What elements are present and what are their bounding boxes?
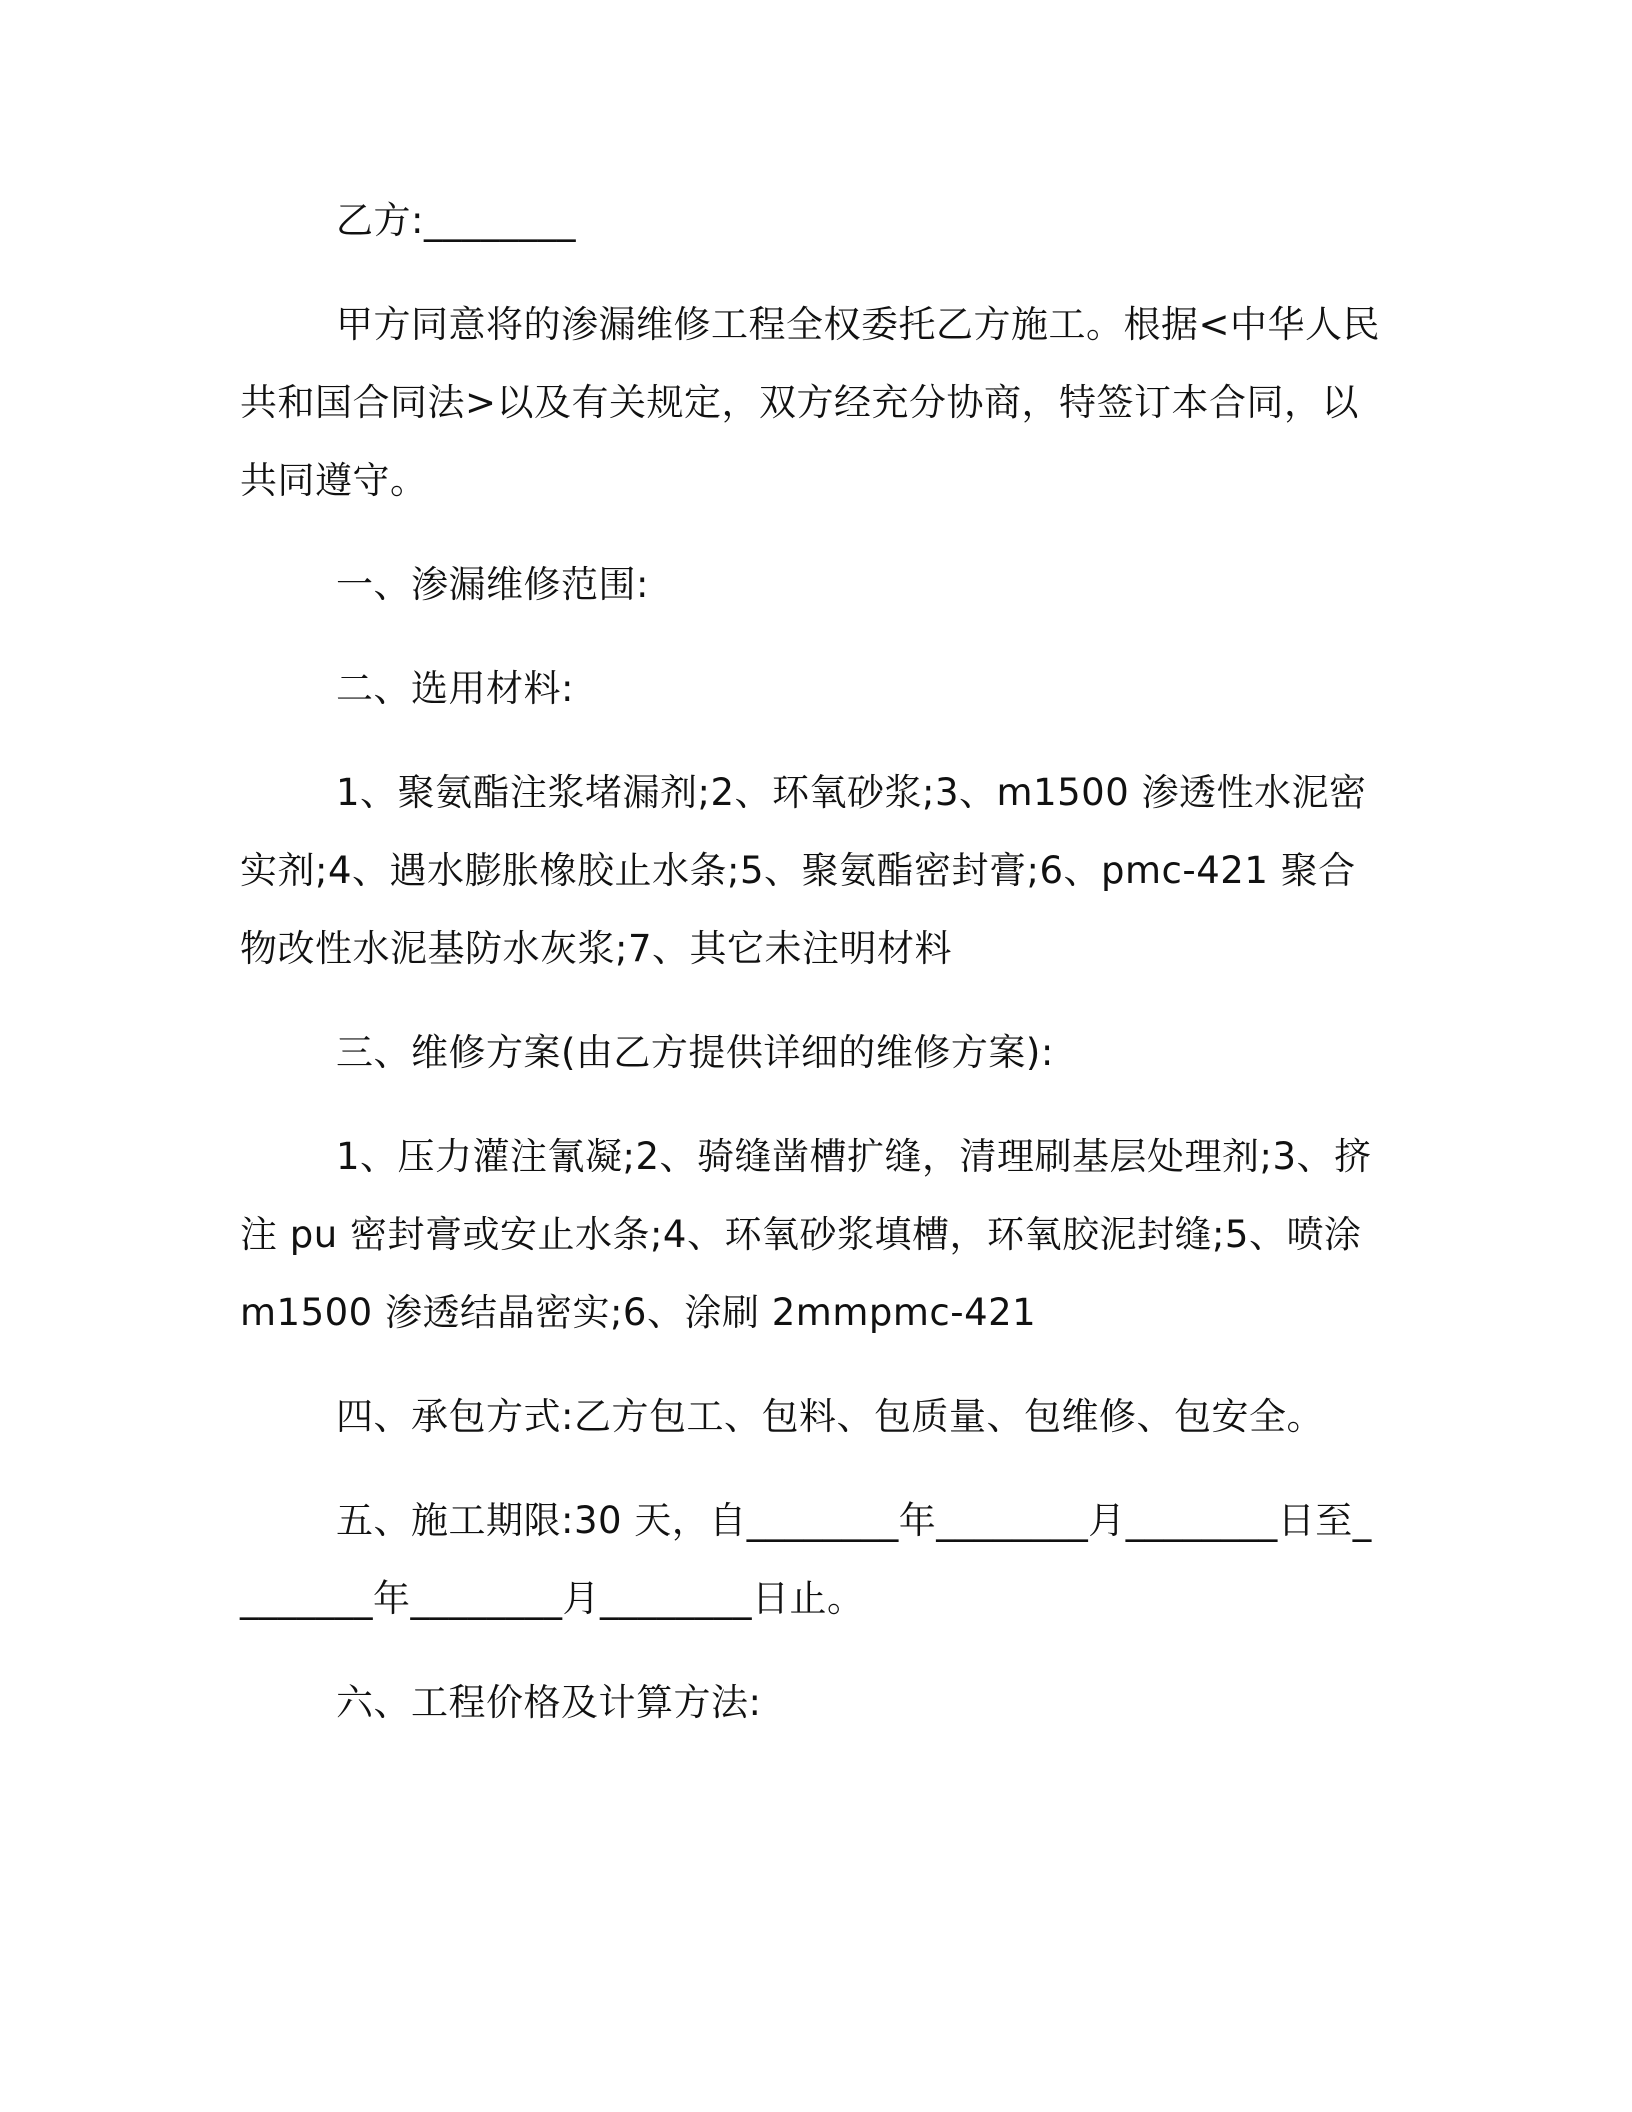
section-2-heading: 二、选用材料: xyxy=(336,667,574,710)
materials-list: 1、聚氨酯注浆堵漏剂;2、环氧砂浆;3、m1500 渗透性水泥密实剂;4、遇水膨胀橡胶止水条;5、聚氨酯密封膏;6、pmc-421 聚合物改性水泥基防水灰浆;7、其它未注明材料 xyxy=(240,771,1367,970)
section-6-heading: 六、工程价格及计算方法: xyxy=(336,1681,762,1724)
document-body xyxy=(240,182,1390,1742)
section-1-heading: 一、渗漏维修范围: xyxy=(336,563,649,606)
party-b-line: 乙方:________ xyxy=(336,199,576,242)
repair-plan-list: 1、压力灌注氰凝;2、骑缝凿槽扩缝，清理刷基层处理剂;3、挤注 pu 密封膏或安止水条;4、环氧砂浆填槽，环氧胶泥封缝;5、喷涂m1500 渗透结晶密实;6、涂刷 2mmpmc-421 xyxy=(240,1135,1372,1334)
preamble-paragraph: 甲方同意将的渗漏维修工程全权委托乙方施工。根据<中华人民共和国合同法>以及有关规定，双方经充分协商，特签订本合同，以共同遵守。 xyxy=(240,303,1381,502)
section-5-schedule: 五、施工期限:30 天，自________年________月________日至________年________月________日止。 xyxy=(240,1499,1372,1620)
section-4-contract-mode: 四、承包方式:乙方包工、包料、包质量、包维修、包安全。 xyxy=(336,1395,1324,1438)
section-3-heading: 三、维修方案(由乙方提供详细的维修方案): xyxy=(336,1031,1054,1074)
